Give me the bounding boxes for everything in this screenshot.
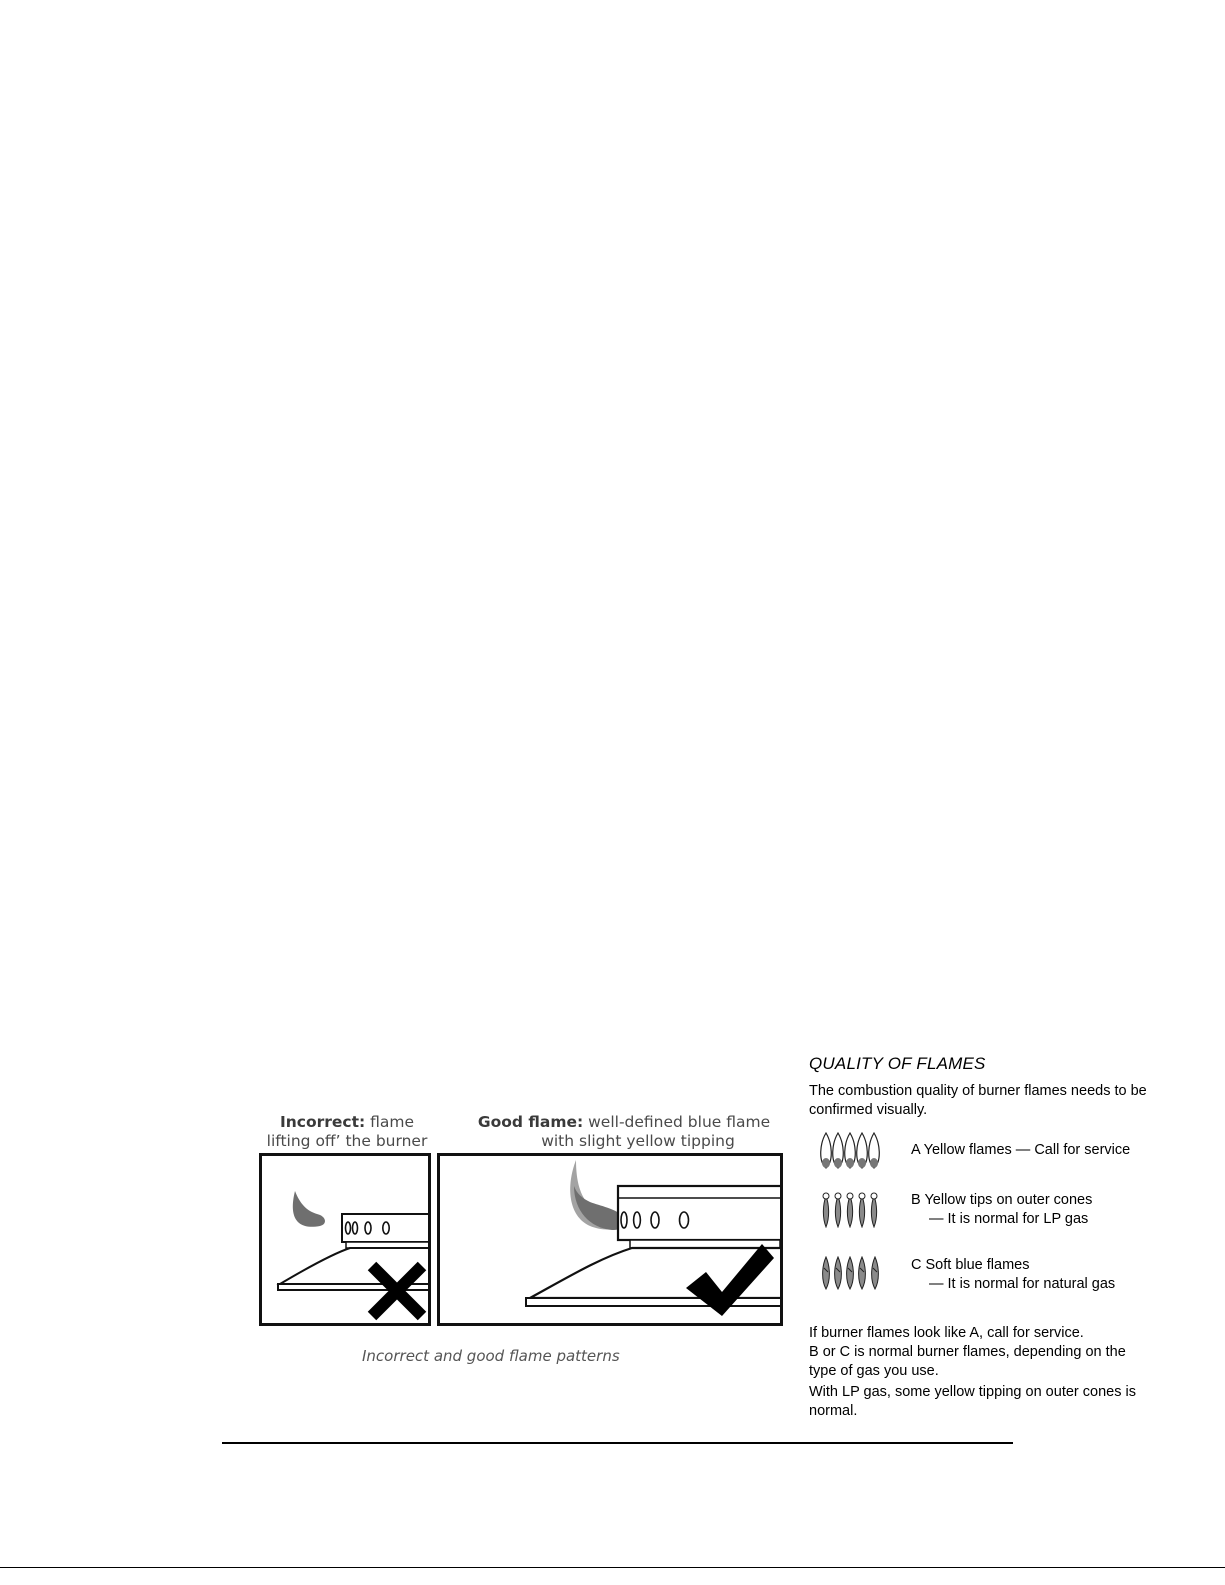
figure-caption: Incorrect and good flame patterns [362, 1347, 620, 1365]
incorrect-burner-illustration [262, 1156, 428, 1323]
legend-c [911, 1256, 1115, 1294]
good-label-rest: well-defined blue flame [583, 1113, 771, 1131]
good-burner-illustration [440, 1156, 780, 1323]
legend-c-line2: — It is normal for natural gas [929, 1276, 1116, 1292]
incorrect-label-bold: Incorrect: [279, 1113, 366, 1131]
note-line-5: normal. [809, 1403, 858, 1419]
quality-notes [809, 1324, 1169, 1421]
legend-b-line1: B Yellow tips on outer cones [911, 1192, 1093, 1208]
intro-line-2: confirmed visually. [809, 1102, 928, 1118]
note-line-1: If burner flames look like A, call for service. [809, 1325, 1084, 1341]
intro-line-1: The combustion quality of burner flames needs to be [809, 1083, 1147, 1099]
quality-intro [809, 1082, 1169, 1120]
quality-title: QUALITY OF FLAMES [809, 1054, 986, 1073]
note-line-2: B or C is normal burner flames, depending on the [809, 1344, 1126, 1360]
legend-b-line2: — It is normal for LP gas [929, 1211, 1089, 1227]
incorrect-flame-panel [259, 1153, 431, 1326]
legend-a-line1: A Yellow flames — Call for service [911, 1142, 1131, 1158]
page-edge-rule [0, 1567, 1225, 1568]
note-line-4: With LP gas, some yellow tipping on outer cones is [809, 1384, 1136, 1400]
yellow-flames-icon [818, 1131, 882, 1171]
incorrect-label-rest: flame [365, 1113, 415, 1131]
bottom-rule [222, 1442, 1013, 1444]
blue-flames-icon [820, 1256, 882, 1290]
lifted-flame-shape [293, 1191, 325, 1227]
good-flame-panel [437, 1153, 783, 1326]
legend-c-line1: C Soft blue flames [911, 1257, 1030, 1273]
note-line-3: type of gas you use. [809, 1363, 939, 1379]
legend-b [911, 1191, 1092, 1229]
good-label-bold: Good flame: [477, 1113, 584, 1131]
good-label-line2: with slight yellow tipping [541, 1132, 735, 1150]
good-caption [474, 1113, 774, 1151]
incorrect-label-line2: lifting off’ the burner [266, 1132, 428, 1150]
yellow-tip-flames-icon [820, 1192, 880, 1228]
incorrect-caption [258, 1113, 436, 1151]
legend-a [911, 1141, 1130, 1160]
